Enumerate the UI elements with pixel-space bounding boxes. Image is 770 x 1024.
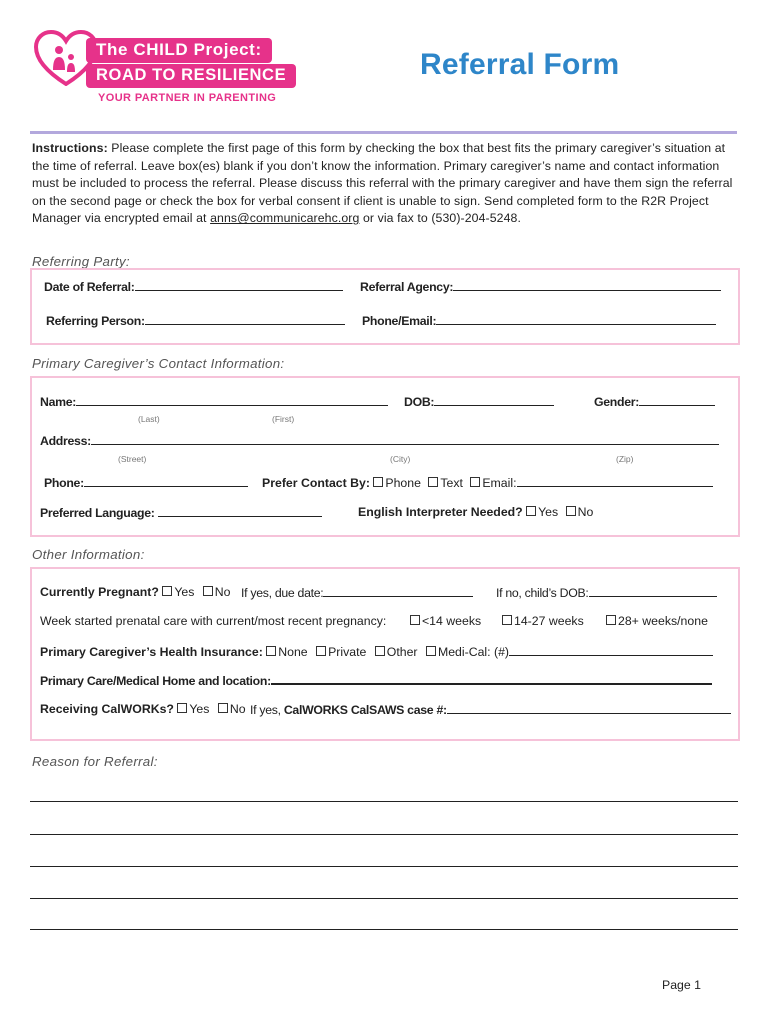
reason-heading: Reason for Referral: [32, 754, 158, 769]
last-name-hint: (Last) [138, 414, 160, 424]
address-label: Address: [40, 434, 91, 448]
referring-person-field[interactable] [46, 313, 345, 328]
prenatal-under14-option[interactable]: <14 weeks [410, 614, 481, 628]
calworks-yes-option[interactable]: Yes [177, 702, 209, 716]
insurance-other-checkbox[interactable] [375, 646, 385, 656]
insurance-private-checkbox[interactable] [316, 646, 326, 656]
interpreter-group [358, 505, 593, 519]
prefer-email-input[interactable] [517, 475, 713, 487]
city-hint: (City) [390, 454, 411, 464]
preferred-language-field[interactable] [40, 505, 322, 520]
preferred-language-label: Preferred Language: [40, 506, 155, 520]
child-dob-input[interactable] [589, 585, 717, 597]
dob-label: DOB: [404, 395, 435, 409]
prenatal-label: Week started prenatal care with current/most recent pregnancy: [40, 614, 387, 628]
date-of-referral-label: Date of Referral: [44, 280, 135, 294]
child-dob-field[interactable] [496, 585, 717, 600]
reason-line-4[interactable] [30, 898, 738, 899]
prenatal-28plus-checkbox[interactable] [606, 615, 616, 625]
medical-number-input[interactable] [509, 644, 713, 656]
preferred-language-input[interactable] [158, 505, 322, 517]
street-hint: (Street) [118, 454, 147, 464]
prefer-email-option[interactable]: Email: [470, 476, 516, 490]
calworks-no-checkbox[interactable] [218, 703, 228, 713]
reason-line-5[interactable] [30, 929, 738, 930]
calsaws-field[interactable] [250, 702, 731, 717]
instructions-fax-text: or via fax to (530)-204-5248. [359, 211, 522, 226]
insurance-medical-checkbox[interactable] [426, 646, 436, 656]
calworks-yes-checkbox[interactable] [177, 703, 187, 713]
phone-email-label: Phone/Email: [362, 314, 437, 328]
dob-field[interactable] [404, 394, 554, 409]
name-label: Name: [40, 395, 77, 409]
prenatal-14-27-option[interactable]: 14-27 weeks [502, 614, 584, 628]
referring-person-label: Referring Person: [46, 314, 145, 328]
date-of-referral-input[interactable] [135, 279, 343, 291]
insurance-label: Primary Caregiver’s Health Insurance: [40, 645, 263, 659]
gender-input[interactable] [639, 394, 715, 406]
phone-label: Phone: [44, 476, 84, 490]
prenatal-under14-checkbox[interactable] [410, 615, 420, 625]
due-date-field[interactable] [241, 585, 473, 600]
name-field[interactable] [40, 394, 388, 409]
header-divider [30, 131, 737, 134]
reason-line-2[interactable] [30, 834, 738, 835]
due-date-label: If yes, due date: [241, 586, 324, 600]
referring-party-heading: Referring Party: [32, 254, 130, 269]
calworks-no-option[interactable]: No [218, 702, 246, 716]
prenatal-14-27-checkbox[interactable] [502, 615, 512, 625]
logo-title-line1: The CHILD Project: [86, 38, 272, 63]
phone-checkbox[interactable] [373, 477, 383, 487]
interpreter-no-checkbox[interactable] [566, 506, 576, 516]
pregnant-label: Currently Pregnant? [40, 585, 159, 599]
pregnant-yes-checkbox[interactable] [162, 586, 172, 596]
phone-email-field[interactable] [362, 313, 716, 328]
name-input[interactable] [76, 394, 388, 406]
insurance-none-option[interactable]: None [266, 645, 307, 659]
form-title: Referral Form [420, 48, 620, 81]
insurance-private-option[interactable]: Private [316, 645, 366, 659]
insurance-group [40, 644, 713, 659]
caregiver-heading: Primary Caregiver’s Contact Information: [32, 356, 285, 371]
logo [34, 30, 324, 108]
instructions-label: Instructions: [32, 141, 108, 155]
calsaws-input[interactable] [447, 702, 731, 714]
calworks-label: Receiving CalWORKs? [40, 702, 174, 716]
logo-tagline: YOUR PARTNER IN PARENTING [98, 92, 277, 104]
reason-line-1[interactable] [30, 801, 738, 802]
gender-label: Gender: [594, 395, 640, 409]
instructions-text: Please complete the first page of this form by checking the box that best fits the primary caregiver’s situation at the time of referral. Leave box(es) blank if you don’t know the information. Primary caregiver’s name and contact information must be included to process the referral. Please discuss this referral with the primary caregiver and have them sign the referral on the second page or check the box for verbal consent if client is unable to sign. Send completed form to the R2R Project Manager via encrypted email at [32, 141, 733, 226]
other-information-heading: Other Information: [32, 547, 145, 562]
pregnant-no-checkbox[interactable] [203, 586, 213, 596]
insurance-none-checkbox[interactable] [266, 646, 276, 656]
insurance-other-option[interactable]: Other [375, 645, 418, 659]
text-checkbox[interactable] [428, 477, 438, 487]
referral-agency-label: Referral Agency: [360, 280, 454, 294]
pregnant-no-option[interactable]: No [203, 585, 231, 599]
phone-email-input[interactable] [436, 313, 716, 325]
gender-field[interactable] [594, 394, 715, 409]
medical-home-label: Primary Care/Medical Home and location: [40, 674, 271, 688]
zip-hint: (Zip) [616, 454, 634, 464]
prefer-contact-group [262, 475, 713, 490]
referral-agency-input[interactable] [453, 279, 721, 291]
prefer-text-option[interactable]: Text [428, 476, 463, 490]
medical-home-input[interactable] [271, 672, 712, 685]
interpreter-no-option[interactable]: No [566, 505, 594, 519]
address-input[interactable] [91, 433, 719, 445]
pregnant-yes-option[interactable]: Yes [162, 585, 194, 599]
calworks-group [40, 702, 246, 716]
prefer-contact-label: Prefer Contact By: [262, 476, 370, 490]
interpreter-label: English Interpreter Needed? [358, 505, 523, 519]
phone-field[interactable] [44, 475, 248, 490]
insurance-medical-option[interactable]: Medi-Cal: (#) [426, 645, 509, 659]
date-of-referral-field[interactable] [44, 279, 343, 294]
prefer-phone-option[interactable]: Phone [373, 476, 421, 490]
referral-agency-field[interactable] [360, 279, 721, 294]
medical-home-field[interactable] [40, 672, 712, 688]
address-field[interactable] [40, 433, 719, 448]
email-link[interactable]: anns@communicarehc.org [210, 211, 360, 226]
reason-line-3[interactable] [30, 866, 738, 867]
pregnant-group [40, 585, 231, 599]
child-dob-label: If no, child’s DOB: [496, 586, 589, 600]
phone-input[interactable] [84, 475, 248, 487]
instructions-paragraph [32, 140, 744, 228]
calsaws-prefix: If yes, [250, 703, 284, 717]
interpreter-yes-option[interactable]: Yes [526, 505, 558, 519]
prenatal-28plus-option[interactable]: 28+ weeks/none [606, 614, 708, 628]
interpreter-yes-checkbox[interactable] [526, 506, 536, 516]
calsaws-label: CalWORKS CalSAWS case #: [283, 703, 447, 717]
dob-input[interactable] [434, 394, 554, 406]
first-name-hint: (First) [272, 414, 295, 424]
email-checkbox[interactable] [470, 477, 480, 487]
page-number: Page 1 [662, 978, 701, 992]
due-date-input[interactable] [323, 585, 473, 597]
referring-person-input[interactable] [145, 313, 345, 325]
logo-title-line2: ROAD TO RESILIENCE [86, 64, 296, 88]
